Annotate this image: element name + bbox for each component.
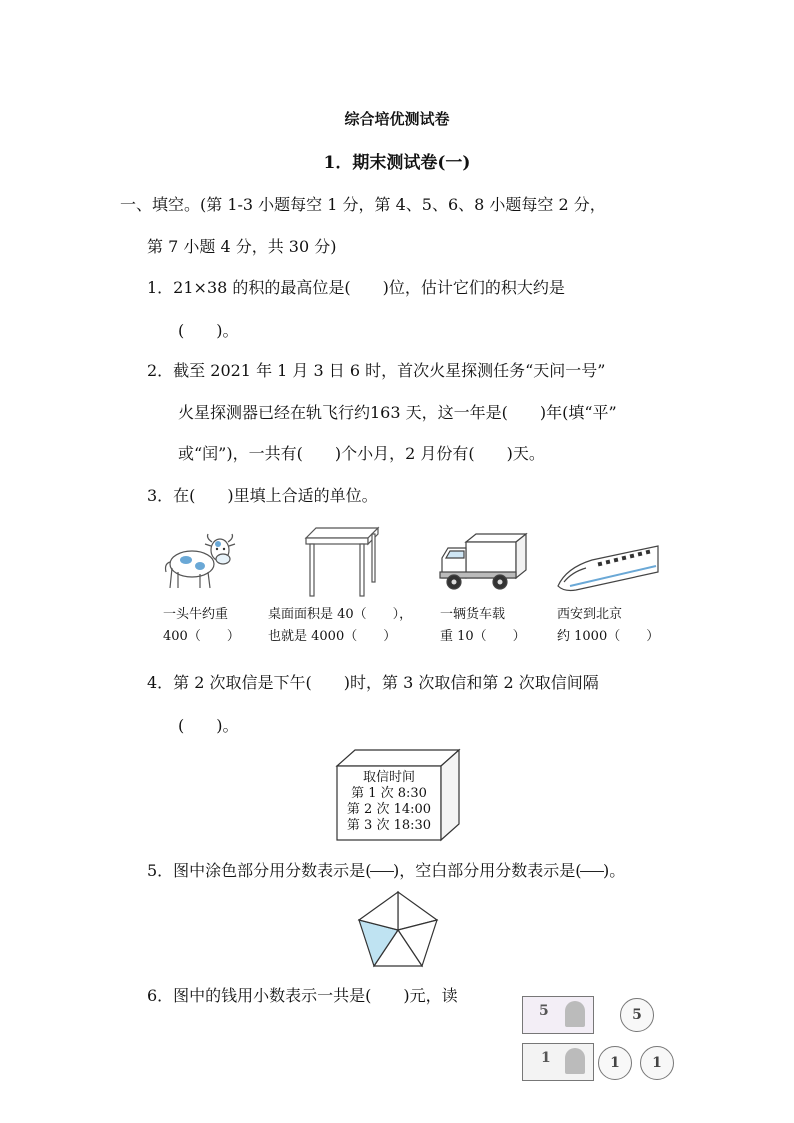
fraction-blank: ( ) [365,860,400,880]
one-yuan-coin-icon: 1 [598,1046,632,1080]
caption-train: 西安到北京 约 1000（ ） [557,607,660,644]
question-3-line1: 3．在( )里填上合适的单位。 [147,486,378,505]
question-1-line2: ( )。 [178,321,239,340]
section-heading-line1: 一、填空。(第 1-3 小题每空 1 分，第 4、5、6、8 小题每空 2 分， [120,195,606,214]
pentagon-figure [356,890,440,970]
page-subtitle: 1．期末测试卷(一) [323,153,471,173]
question-6-line1: 6．图中的钱用小数表示一共是( )元，读 [147,986,458,1005]
question-4-line2: ( )。 [178,716,239,735]
mail-box-row: 第 2 次 14:00 [346,802,432,817]
five-yuan-note-icon: 5 [522,996,594,1034]
caption-truck: 一辆货车载 重 10（ ） [440,607,526,644]
mail-box-row: 第 3 次 18:30 [346,818,432,833]
cow-icon [160,528,238,594]
question-4-line1: 4．第 2 次取信是下午( )时，第 3 次取信和第 2 次取信间隔 [147,673,599,692]
train-icon [556,542,660,596]
question-2-line1: 2．截至 2021 年 1 月 3 日 6 时，首次火星探测任务“天问一号” [147,361,606,380]
fraction-blank: ( ) [575,860,610,880]
page-title: 综合培优测试卷 [344,110,450,128]
mail-box-row: 第 1 次 8:30 [351,786,427,801]
one-yuan-coin-icon: 1 [640,1046,674,1080]
truck-icon [438,532,528,596]
question-1-line1: 1．21×38 的积的最高位是( )位，估计它们的积大约是 [147,278,565,297]
caption-cow: 一头牛约重 400（ ） [163,607,240,644]
question-2-line3: 或“闰”)，一共有( )个小月，2 月份有( )天。 [178,444,545,463]
question-2-line2: 火星探测器已经在轨飞行约163 天，这一年是( )年(填“平” [178,403,617,422]
table-icon [302,526,382,598]
question-5-line: 5．图中涂色部分用分数表示是 ( ) ，空白部分用分数表示是 ( ) 。 [147,860,626,880]
caption-table: 桌面面积是 40（ ）， 也就是 4000（ ） [268,607,413,644]
section-heading-line2: 第 7 小题 4 分，共 30 分) [147,237,337,256]
one-yuan-note-icon: 1 [522,1043,594,1081]
five-jiao-coin-icon: 5 [620,998,654,1032]
mail-box-title: 取信时间 [362,770,415,785]
